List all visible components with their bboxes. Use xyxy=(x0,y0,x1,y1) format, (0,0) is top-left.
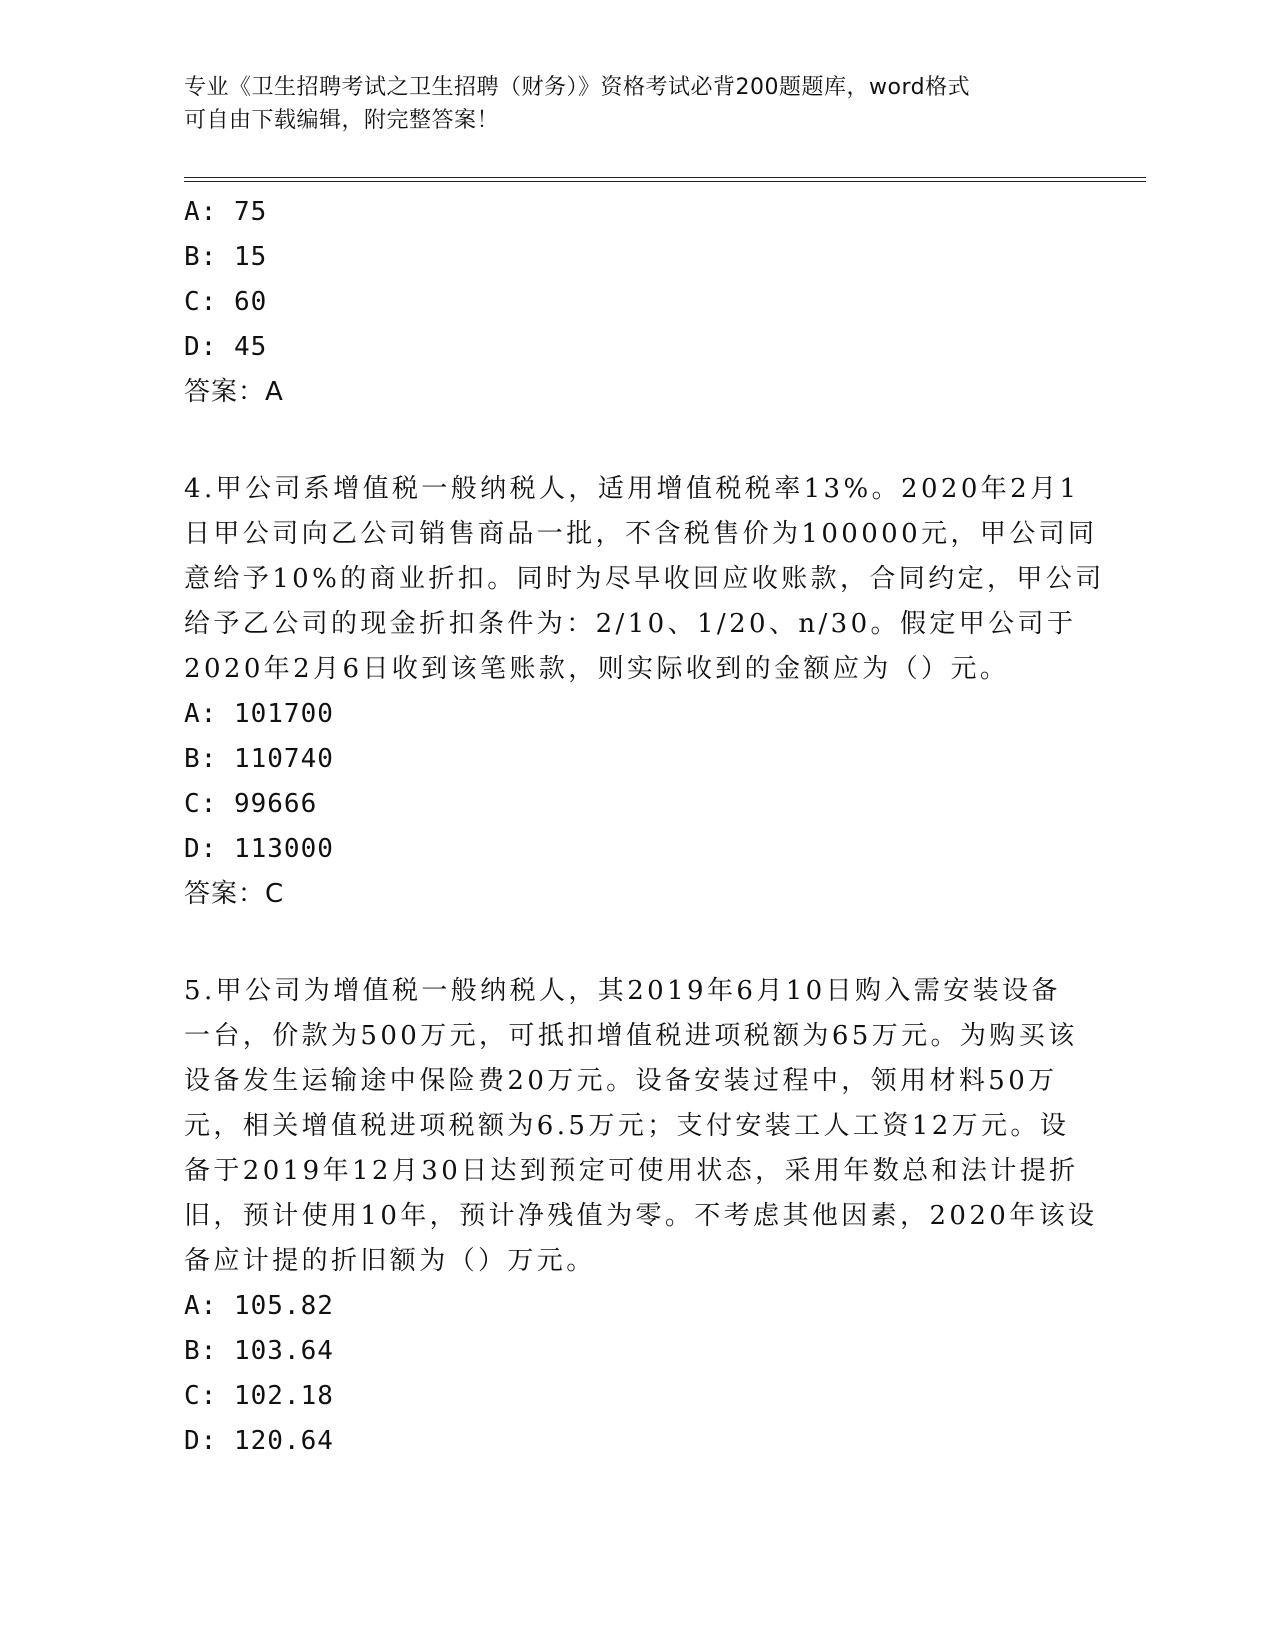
option-b: B: 103.64 xyxy=(184,1336,334,1366)
option-c: C: 102.18 xyxy=(184,1381,334,1411)
header-rule-top xyxy=(184,177,1146,178)
option-d: D: 120.64 xyxy=(184,1426,334,1456)
question-4-answer: 答案：C xyxy=(184,879,285,909)
option-c: C: 60 xyxy=(184,287,268,317)
option-d: D: 113000 xyxy=(184,834,334,864)
option-a: A: 105.82 xyxy=(184,1291,334,1321)
question-4-text xyxy=(184,467,1105,692)
option-b: B: 15 xyxy=(184,242,268,272)
question-line: 元，相关增值税进项税额为6.5万元；支付安装工人工资12万元。设 xyxy=(184,1111,1070,1141)
question-5-text xyxy=(184,969,1098,1284)
header-line-2: 可自由下载编辑，附完整答案！ xyxy=(184,108,500,133)
option-b: B: 110740 xyxy=(184,744,334,774)
spacer xyxy=(184,415,1084,467)
question-3-answer: 答案：A xyxy=(184,377,284,407)
question-line: 5.甲公司为增值税一般纳税人，其2019年6月10日购入需安装设备 xyxy=(184,976,1061,1006)
spacer xyxy=(184,917,1084,969)
question-line: 4.甲公司系增值税一般纳税人，适用增值税税率13%。2020年2月1 xyxy=(184,474,1080,504)
question-line: 备应计提的折旧额为（）万元。 xyxy=(184,1246,596,1276)
question-line: 意给予10%的商业折扣。同时为尽早收回应收账款，合同约定，甲公司 xyxy=(184,564,1105,594)
header-line-1: 专业《卫生招聘考试之卫生招聘（财务）》资格考试必背200题题库，word格式 xyxy=(184,75,971,100)
option-d: D: 45 xyxy=(184,332,268,362)
question-line: 2020年2月6日收到该笔账款，则实际收到的金额应为（）元。 xyxy=(184,654,1010,684)
option-c: C: 99666 xyxy=(184,789,318,819)
option-a: A: 101700 xyxy=(184,699,334,729)
header-rule-bottom xyxy=(184,181,1146,182)
question-line: 一台，价款为500万元，可抵扣增值税进项税额为65万元。为购买该 xyxy=(184,1021,1078,1051)
question-line: 给予乙公司的现金折扣条件为：2/10、1/20、n/30。假定甲公司于 xyxy=(184,609,1077,639)
question-5-options xyxy=(184,1284,1084,1464)
question-line: 备于2019年12月30日达到预定可使用状态，采用年数总和法计提折 xyxy=(184,1156,1079,1186)
question-3-options xyxy=(184,190,1084,370)
question-4-options xyxy=(184,692,1084,872)
question-content xyxy=(184,190,1105,1464)
question-line: 旧，预计使用10年，预计净残值为零。不考虑其他因素，2020年该设 xyxy=(184,1201,1098,1231)
question-line: 日甲公司向乙公司销售商品一批，不含税售价为100000元，甲公司同 xyxy=(184,519,1098,549)
question-line: 设备发生运输途中保险费20万元。设备安装过程中，领用材料50万 xyxy=(184,1066,1058,1096)
document-header xyxy=(184,71,1064,137)
option-a: A: 75 xyxy=(184,197,268,227)
